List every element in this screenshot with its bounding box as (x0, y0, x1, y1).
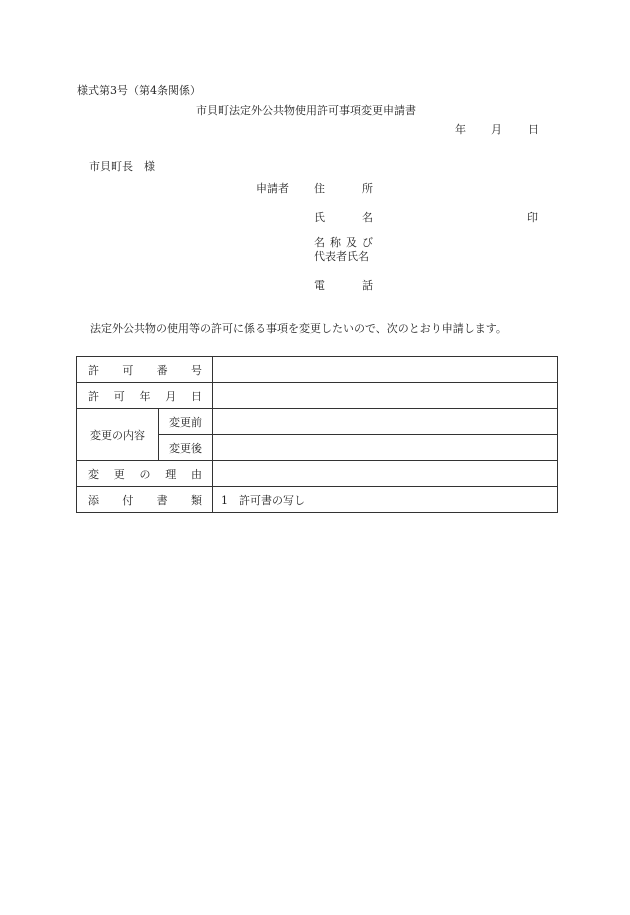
date-day-label: 日 (528, 123, 539, 136)
before-value[interactable] (213, 409, 558, 435)
date-year-label: 年 (455, 123, 466, 136)
statement: 法定外公共物の使用等の許可に係る事項を変更したいので、次のとおり申請します。 (90, 322, 507, 335)
applicant-label: 申請者 (256, 182, 289, 195)
addressee: 市貝町長 様 (89, 160, 155, 173)
seal-mark: 印 (527, 211, 538, 224)
date-month-label: 月 (491, 123, 502, 136)
change-contents-label: 変更の内容 (77, 409, 159, 461)
document-title: 市貝町法定外公共物使用許可事項変更申請書 (196, 104, 416, 117)
before-label: 変更前 (159, 409, 213, 435)
change-before-row (77, 409, 558, 435)
permit-date-row (77, 383, 558, 409)
reason-label: 変 更 の 理 由 (77, 461, 213, 487)
phone-label: 電 話 (314, 279, 373, 292)
attachments-row (77, 487, 558, 513)
permit-number-row (77, 357, 558, 383)
address-label: 住 所 (314, 182, 373, 195)
reason-row (77, 461, 558, 487)
permit-date-label: 許 可 年 月 日 (77, 383, 213, 409)
after-value[interactable] (213, 435, 558, 461)
name-label: 氏 名 (314, 211, 373, 224)
reason-value[interactable] (213, 461, 558, 487)
representative-label: 代表者氏名 (314, 250, 369, 263)
corp-name-label: 名 称 及 び (314, 236, 373, 249)
permit-number-label: 許 可 番 号 (77, 357, 213, 383)
attachments-value: 1 許可書の写し (213, 487, 558, 513)
attachments-label: 添 付 書 類 (77, 487, 213, 513)
after-label: 変更後 (159, 435, 213, 461)
form-number: 様式第3号（第4条関係） (77, 84, 201, 97)
permit-number-value[interactable] (213, 357, 558, 383)
permit-date-value[interactable] (213, 383, 558, 409)
application-table (76, 356, 558, 513)
